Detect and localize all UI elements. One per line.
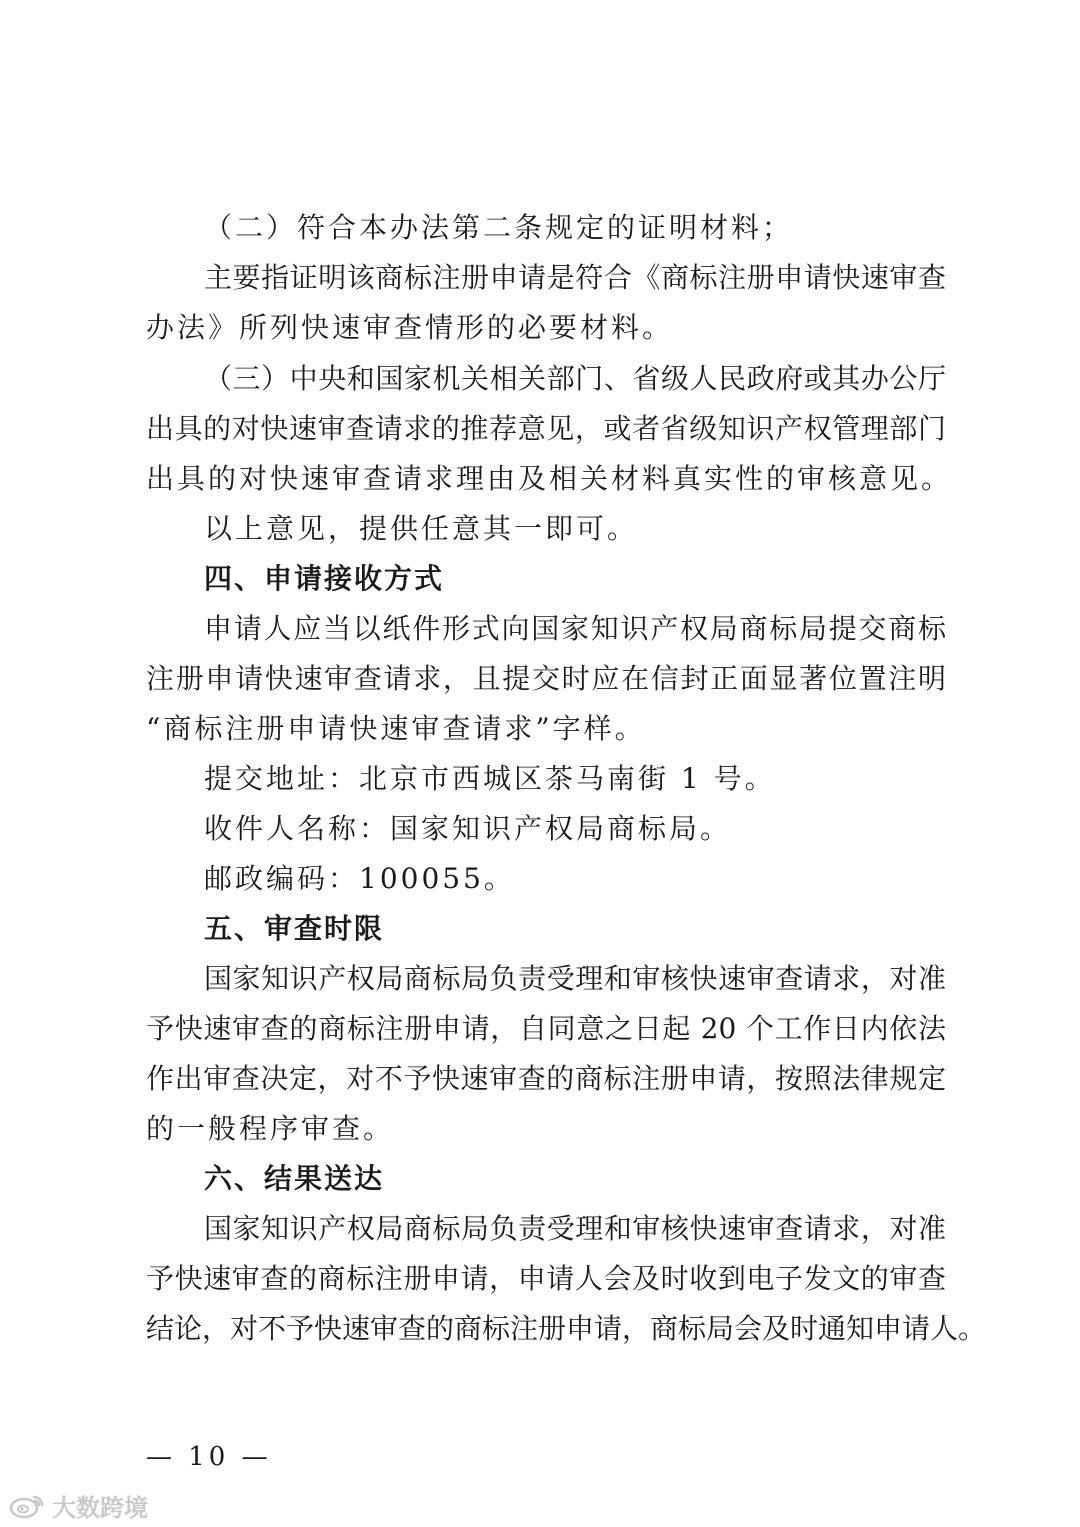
- item-three-line-1: （三）中央和国家机关相关部门、省级人民政府或其办公厅: [204, 362, 946, 395]
- watermark-text: 大数跨境: [52, 1493, 148, 1522]
- submission-address: 提交地址：北京市西城区茶马南街 1 号。: [204, 762, 776, 795]
- item-three-line-3: 出具的对快速审查请求理由及相关材料真实性的审核意见。: [146, 462, 953, 495]
- section-5-line-4: 的一般程序审查。: [146, 1112, 395, 1145]
- section-5-line-1: 国家知识产权局商标局负责受理和审核快速审查请求，对准: [204, 962, 946, 995]
- item-three-line-2: 出具的对快速审查请求的推荐意见，或者省级知识产权管理部门: [146, 412, 946, 445]
- section-6-line-2: 予快速审查的商标注册申请，申请人会及时收到电子发文的审查: [146, 1262, 946, 1295]
- page-number: — 10 —: [146, 1442, 272, 1472]
- section-6-line-1: 国家知识产权局商标局负责受理和审核快速审查请求，对准: [204, 1212, 946, 1245]
- section-heading-4: 四、申请接收方式: [204, 562, 445, 595]
- section-5-line-3: 作出审查决定，对不予快速审查的商标注册申请，按照法律规定: [146, 1062, 946, 1095]
- postal-code: 邮政编码：100055。: [204, 862, 515, 895]
- weibo-logo-icon: [8, 1491, 48, 1519]
- recipient-name: 收件人名称：国家知识产权局商标局。: [204, 812, 732, 845]
- section-5-line-2: 予快速审查的商标注册申请，自同意之日起 20 个工作日内依法: [146, 1012, 946, 1045]
- watermark: [8, 1490, 148, 1520]
- section-4-line-3: “商标注册申请快速审查请求”字样。: [146, 712, 646, 745]
- section-heading-6: 六、结果送达: [204, 1162, 385, 1195]
- item-two-text: （二）符合本办法第二条规定的证明材料；: [204, 211, 794, 244]
- section-heading-5: 五、审查时限: [204, 912, 385, 945]
- section-6-line-3: 结论，对不予快速审查的商标注册申请，商标局会及时通知申请人。: [146, 1312, 987, 1345]
- section-4-line-1: 申请人应当以纸件形式向国家知识产权局商标局提交商标: [204, 612, 946, 645]
- section-4-line-2: 注册申请快速审查请求，且提交时应在信封正面显著位置注明: [146, 662, 946, 695]
- item-two-note-line-2: 办法》所列快速审查情形的必要材料。: [146, 311, 674, 344]
- opinion-note: 以上意见，提供任意其一即可。: [204, 512, 639, 545]
- item-two-note-line-1: 主要指证明该商标注册申请是符合《商标注册申请快速审查: [204, 261, 946, 294]
